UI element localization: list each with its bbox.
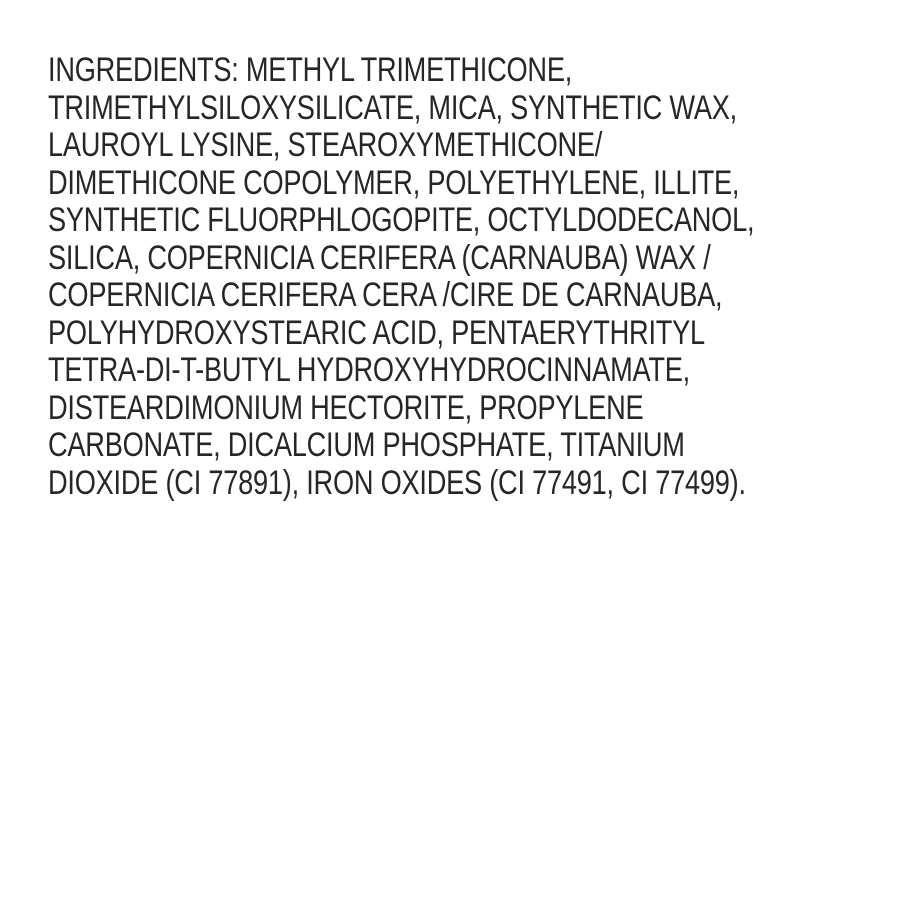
ingredients-text-block [48,52,858,502]
ingredients-line: CARBONATE, DICALCIUM PHOSPHATE, TITANIUM [48,426,685,464]
ingredients-line: COPERNICIA CERIFERA CERA /CIRE DE CARNAUBA, [48,276,723,314]
ingredients-line: TETRA-DI-T-BUTYL HYDROXYHYDROCINNAMATE, [48,351,690,389]
ingredients-line: POLYHYDROXYSTEARIC ACID, PENTAERYTHRITYL [48,313,705,352]
ingredients-line: DIOXIDE (CI 77891), IRON OXIDES (CI 77491, CI 77499). [48,463,746,502]
ingredients-line: DISTEARDIMONIUM HECTORITE, PROPYLENE [48,388,644,427]
ingredients-line: INGREDIENTS: METHYL TRIMETHICONE, [48,51,573,89]
ingredients-line: SYNTHETIC FLUORPHLOGOPITE, OCTYLDODECANOL, [48,201,755,239]
ingredients-line: DIMETHICONE COPOLYMER, POLYETHYLENE, ILLITE, [48,163,740,202]
ingredients-line: TRIMETHYLSILOXYSILICATE, MICA, SYNTHETIC WAX, [48,88,737,127]
ingredients-line: LAUROYL LYSINE, STEAROXYMETHICONE/ [48,126,603,164]
ingredients-line: SILICA, COPERNICIA CERIFERA (CARNAUBA) WAX / [48,238,711,277]
